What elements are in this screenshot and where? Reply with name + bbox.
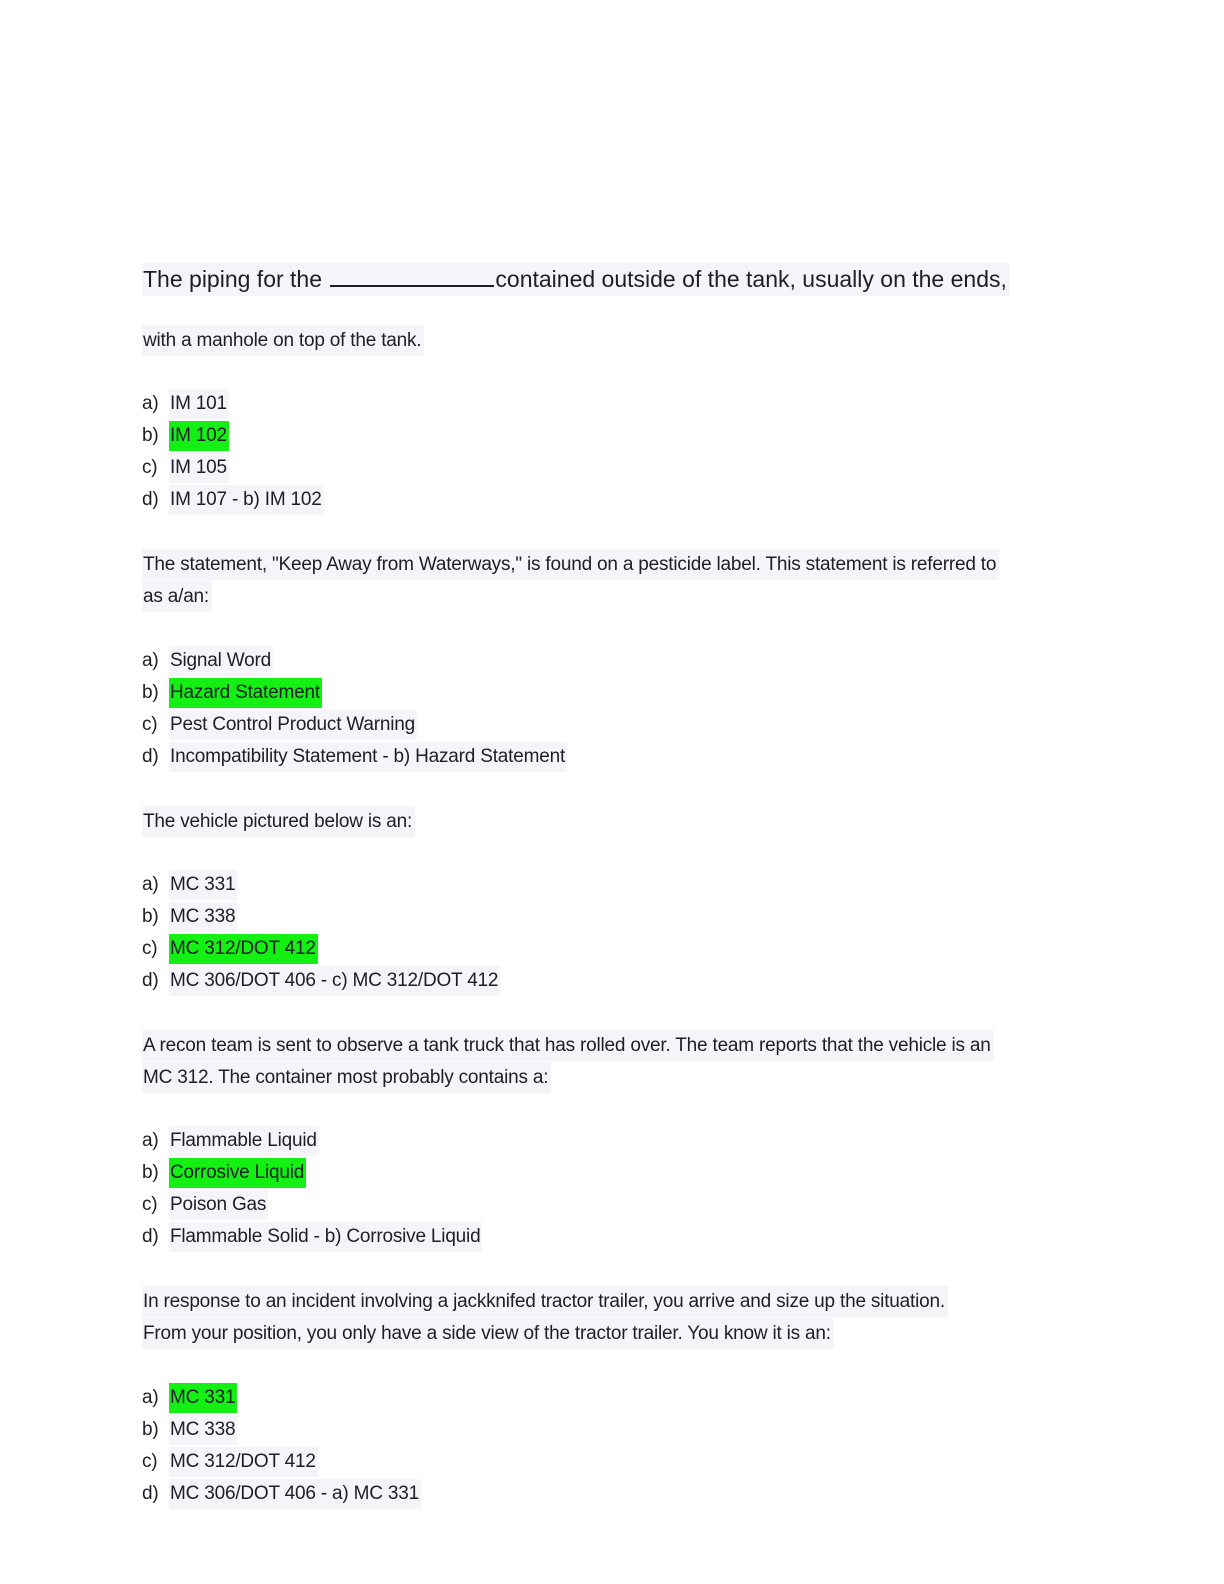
option-letter: d) bbox=[142, 489, 159, 510]
option-letter: d) bbox=[142, 746, 159, 767]
option-letter: c) bbox=[142, 1451, 158, 1472]
option-text: IM 101 bbox=[169, 389, 229, 419]
option-letter: d) bbox=[142, 1483, 159, 1504]
option-letter: d) bbox=[142, 1226, 159, 1247]
question-1-option-b bbox=[142, 421, 229, 451]
question-1-option-c bbox=[142, 453, 229, 483]
question-2-option-d bbox=[142, 742, 567, 772]
question-3-stem-line-1-text: The vehicle pictured below is an: bbox=[142, 806, 415, 837]
question-1-stem-line-1 bbox=[142, 263, 1010, 296]
option-letter: c) bbox=[142, 938, 158, 959]
question-5-option-d bbox=[142, 1479, 421, 1509]
question-3-option-d bbox=[142, 966, 500, 996]
question-4-option-d bbox=[142, 1222, 482, 1252]
option-text: IM 105 bbox=[169, 453, 229, 483]
option-text-correct-highlighted: Corrosive Liquid bbox=[169, 1158, 306, 1188]
option-letter: a) bbox=[142, 1387, 159, 1408]
question-3-stem-line-1 bbox=[142, 806, 415, 837]
option-letter: a) bbox=[142, 650, 159, 671]
question-3-option-a bbox=[142, 870, 237, 900]
question-5-option-b bbox=[142, 1415, 237, 1445]
option-text-correct-highlighted: Hazard Statement bbox=[169, 678, 322, 708]
option-text-correct-highlighted: MC 331 bbox=[169, 1383, 237, 1413]
question-4-stem-line-1 bbox=[142, 1030, 994, 1061]
option-text: MC 312/DOT 412 bbox=[169, 1447, 318, 1477]
question-2-option-c bbox=[142, 710, 417, 740]
option-text: Poison Gas bbox=[169, 1190, 268, 1220]
question-2-option-b bbox=[142, 678, 322, 708]
option-letter: c) bbox=[142, 457, 158, 478]
option-text: Flammable Solid - b) Corrosive Liquid bbox=[169, 1222, 482, 1252]
option-text: MC 306/DOT 406 - a) MC 331 bbox=[169, 1479, 421, 1509]
question-3-option-b bbox=[142, 902, 237, 932]
question-5-option-a bbox=[142, 1383, 237, 1413]
option-text: Incompatibility Statement - b) Hazard Statement bbox=[169, 742, 567, 772]
fill-in-blank bbox=[330, 264, 494, 287]
question-1-stem-part-1: The piping for the bbox=[143, 266, 323, 292]
question-1-option-d bbox=[142, 485, 324, 515]
option-text: MC 338 bbox=[169, 1415, 237, 1445]
option-text: Pest Control Product Warning bbox=[169, 710, 417, 740]
question-2-stem-line-2-text: as a/an: bbox=[142, 581, 212, 612]
option-letter: b) bbox=[142, 425, 159, 446]
question-2-stem-line-1-text: The statement, "Keep Away from Waterways," is found on a pesticide label. This statement is referred to bbox=[142, 549, 999, 580]
question-5-option-c bbox=[142, 1447, 318, 1477]
option-text-correct-highlighted: MC 312/DOT 412 bbox=[169, 934, 318, 964]
question-4-stem-line-2 bbox=[142, 1062, 551, 1093]
question-2-stem-line-1 bbox=[142, 549, 999, 580]
option-text: MC 338 bbox=[169, 902, 237, 932]
question-3-option-c bbox=[142, 934, 318, 964]
option-letter: a) bbox=[142, 874, 159, 895]
question-4-stem-line-2-text: MC 312. The container most probably contains a: bbox=[142, 1062, 551, 1093]
option-letter: b) bbox=[142, 1162, 159, 1183]
option-text: MC 306/DOT 406 - c) MC 312/DOT 412 bbox=[169, 966, 500, 996]
question-5-stem-line-1 bbox=[142, 1286, 948, 1317]
option-letter: d) bbox=[142, 970, 159, 991]
question-1-stem-line-2-text: with a manhole on top of the tank. bbox=[142, 325, 424, 356]
question-1-stem-text bbox=[142, 263, 1010, 296]
option-letter: b) bbox=[142, 1419, 159, 1440]
option-text: Signal Word bbox=[169, 646, 273, 676]
option-letter: c) bbox=[142, 714, 158, 735]
question-4-stem-line-1-text: A recon team is sent to observe a tank truck that has rolled over. The team reports that the vehicle is an bbox=[142, 1030, 994, 1061]
question-2-option-a bbox=[142, 646, 273, 676]
option-text: MC 331 bbox=[169, 870, 237, 900]
question-2-stem-line-2 bbox=[142, 581, 212, 612]
question-1-stem-line-2 bbox=[142, 325, 424, 356]
option-text: Flammable Liquid bbox=[169, 1126, 319, 1156]
question-4-option-c bbox=[142, 1190, 268, 1220]
question-5-stem-line-2-text: From your position, you only have a side view of the tractor trailer. You know it is an: bbox=[142, 1318, 834, 1349]
question-5-stem-line-2 bbox=[142, 1318, 834, 1349]
option-letter: b) bbox=[142, 682, 159, 703]
question-1-option-a bbox=[142, 389, 229, 419]
option-letter: a) bbox=[142, 393, 159, 414]
question-5-stem-line-1-text: In response to an incident involving a jackknifed tractor trailer, you arrive and size up the situation. bbox=[142, 1286, 948, 1317]
question-1-stem-part-2: contained outside of the tank, usually on the ends, bbox=[495, 266, 1007, 292]
option-letter: b) bbox=[142, 906, 159, 927]
option-text: IM 107 - b) IM 102 bbox=[169, 485, 324, 515]
question-4-option-a bbox=[142, 1126, 319, 1156]
option-letter: a) bbox=[142, 1130, 159, 1151]
option-letter: c) bbox=[142, 1194, 158, 1215]
option-text-correct-highlighted: IM 102 bbox=[169, 421, 229, 451]
question-4-option-b bbox=[142, 1158, 306, 1188]
